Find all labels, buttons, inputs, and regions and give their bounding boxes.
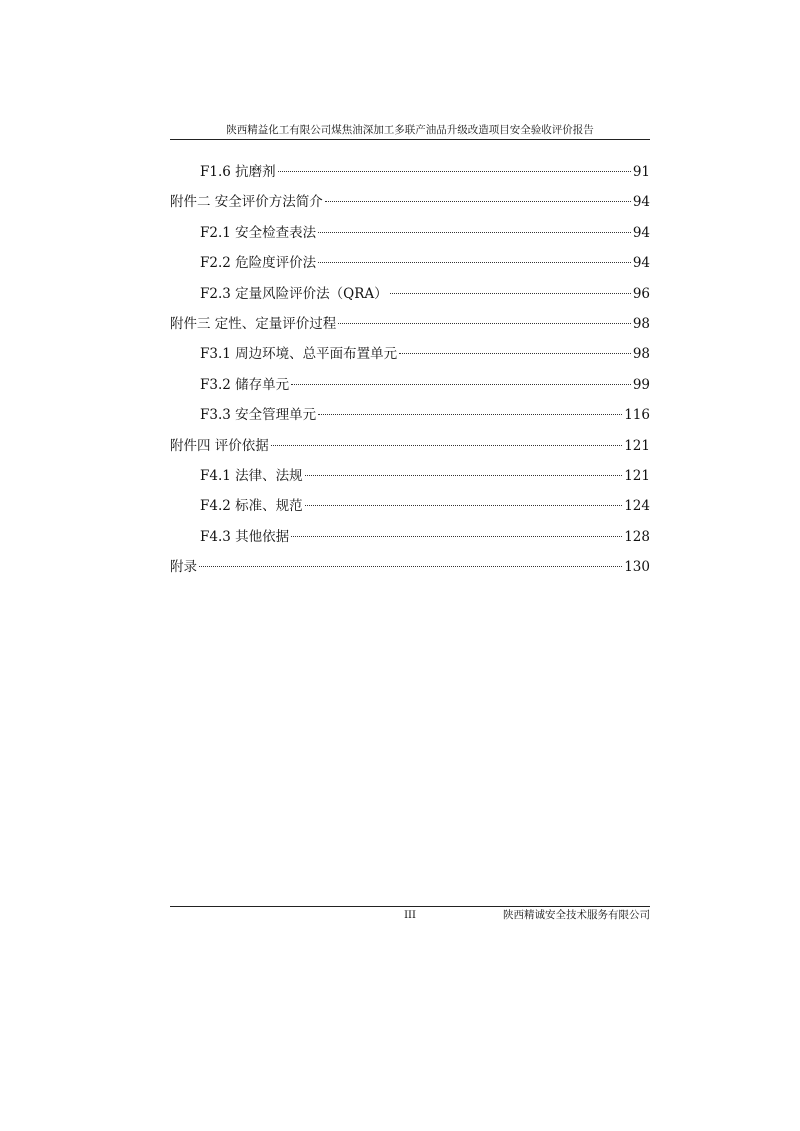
toc-entry-page: 94 bbox=[632, 224, 650, 241]
toc-entry-label: 附件二 安全评价方法简介 bbox=[170, 194, 323, 211]
footer-rule bbox=[170, 906, 650, 907]
toc-entry-page: 94 bbox=[632, 255, 650, 272]
toc-leader-dots bbox=[318, 262, 631, 263]
toc-entry[interactable] bbox=[170, 192, 650, 222]
toc-leader-dots bbox=[338, 323, 631, 324]
toc-entry[interactable] bbox=[170, 527, 650, 557]
toc-entry[interactable] bbox=[170, 253, 650, 283]
toc-entry[interactable] bbox=[170, 344, 650, 374]
toc-entry[interactable] bbox=[170, 436, 650, 466]
toc-entry-page: 116 bbox=[624, 407, 650, 424]
toc-entry-label: F4.1 法律、法规 bbox=[200, 467, 303, 484]
toc-entry-label: F2.1 安全检查表法 bbox=[200, 224, 317, 241]
toc-entry-page: 121 bbox=[624, 437, 650, 454]
toc-entry-label: F3.2 储存单元 bbox=[200, 376, 290, 393]
table-of-contents bbox=[170, 162, 650, 587]
toc-entry-page: 99 bbox=[632, 376, 650, 393]
toc-entry[interactable] bbox=[170, 496, 650, 526]
toc-entry[interactable] bbox=[170, 375, 650, 405]
toc-entry-page: 121 bbox=[624, 467, 650, 484]
toc-entry[interactable] bbox=[170, 466, 650, 496]
toc-entry-label: F4.2 标准、规范 bbox=[200, 498, 303, 515]
toc-entry[interactable] bbox=[170, 314, 650, 344]
toc-entry-label: 附录 bbox=[170, 559, 197, 576]
toc-entry-label: F1.6 抗磨剂 bbox=[200, 164, 276, 180]
toc-entry[interactable] bbox=[170, 284, 650, 314]
toc-entry[interactable] bbox=[170, 223, 650, 253]
toc-entry-page: 96 bbox=[632, 285, 650, 302]
footer-page-number: III bbox=[404, 910, 416, 921]
header-rule bbox=[170, 139, 650, 140]
toc-leader-dots bbox=[271, 445, 622, 446]
toc-leader-dots bbox=[325, 201, 631, 202]
toc-entry-label: F4.3 其他依据 bbox=[200, 528, 290, 545]
toc-leader-dots bbox=[305, 475, 623, 476]
toc-entry[interactable] bbox=[170, 162, 650, 192]
toc-entry-page: 98 bbox=[632, 315, 650, 332]
toc-leader-dots bbox=[291, 384, 631, 385]
toc-entry-page: 130 bbox=[624, 559, 650, 576]
toc-entry-label: F3.1 周边环境、总平面布置单元 bbox=[200, 346, 398, 363]
toc-leader-dots bbox=[305, 505, 623, 506]
toc-leader-dots bbox=[390, 293, 631, 294]
toc-entry-label: 附件三 定性、定量评价过程 bbox=[170, 315, 337, 332]
toc-leader-dots bbox=[318, 232, 631, 233]
toc-entry-label: F2.2 危险度评价法 bbox=[200, 255, 317, 272]
toc-entry-page: 91 bbox=[632, 164, 650, 180]
toc-leader-dots bbox=[278, 171, 631, 172]
toc-entry[interactable] bbox=[170, 405, 650, 435]
toc-entry[interactable] bbox=[170, 557, 650, 587]
toc-entry-label: F2.3 定量风险评价法（QRA） bbox=[200, 285, 388, 302]
toc-entry-label: 附件四 评价依据 bbox=[170, 437, 269, 454]
toc-entry-label: F3.3 安全管理单元 bbox=[200, 407, 317, 424]
toc-leader-dots bbox=[291, 536, 622, 537]
toc-entry-page: 124 bbox=[624, 498, 650, 515]
toc-entry-page: 128 bbox=[624, 528, 650, 545]
toc-leader-dots bbox=[399, 353, 631, 354]
footer-company: 陕西精诚安全技术服务有限公司 bbox=[503, 909, 650, 921]
toc-leader-dots bbox=[318, 414, 622, 415]
toc-leader-dots bbox=[199, 566, 622, 567]
toc-entry-page: 94 bbox=[632, 194, 650, 211]
header-title: 陕西精益化工有限公司煤焦油深加工多联产油品升级改造项目安全验收评价报告 bbox=[226, 124, 594, 136]
toc-entry-page: 98 bbox=[632, 346, 650, 363]
